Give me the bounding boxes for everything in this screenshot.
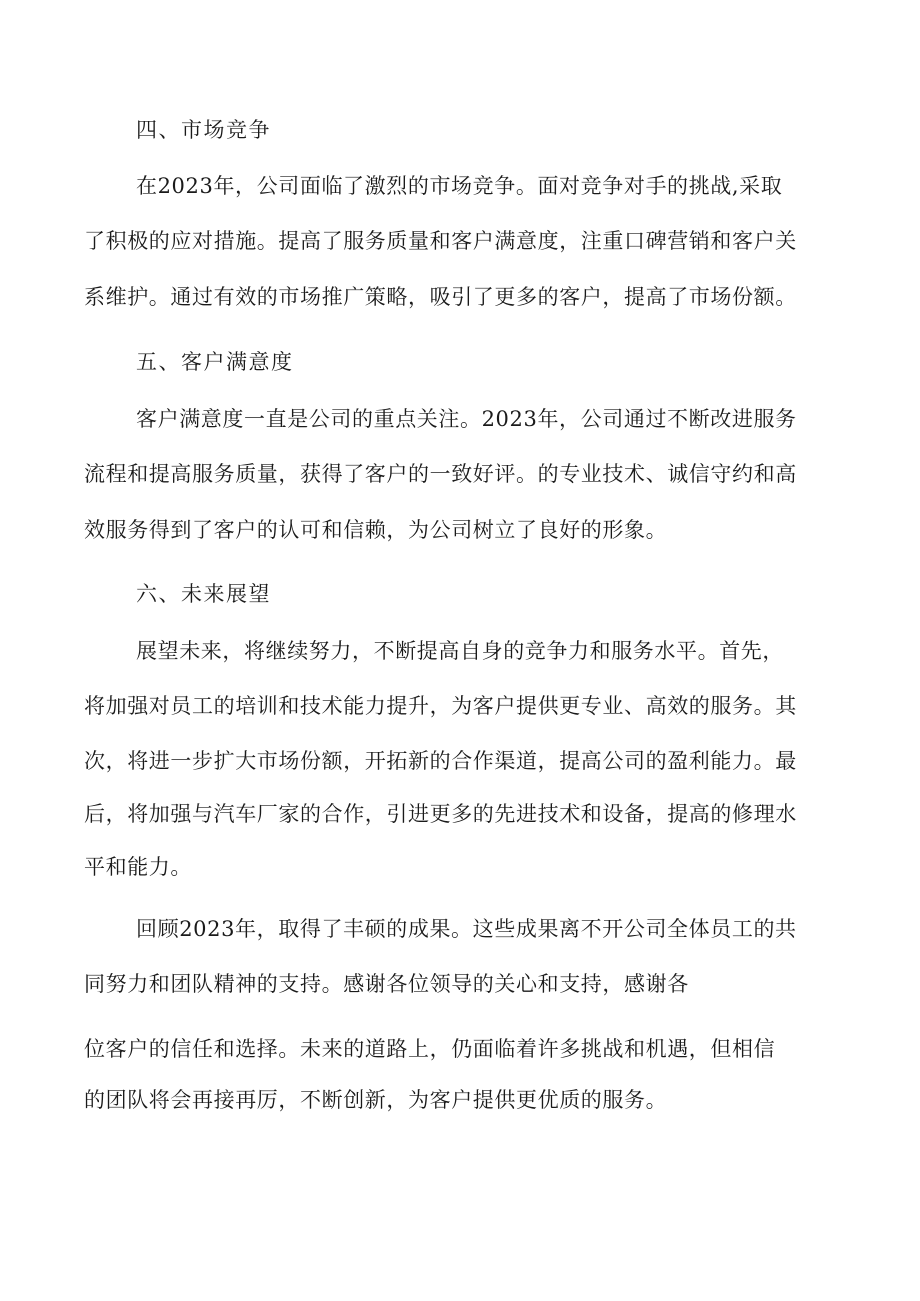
paragraph-line: 展望未来，将继续努力，不断提高自身的竞争力和服务水平。首先， (136, 639, 784, 663)
section-heading-market-competition: 四、市场竞争 (136, 118, 271, 142)
paragraph-line: 次，将进一步扩大市场份额，开拓新的合作渠道，提高公司的盈利能力。最 (84, 749, 797, 773)
paragraph-line: 系维护。通过有效的市场推广策略，吸引了更多的客户，提高了市场份额。 (84, 285, 797, 309)
paragraph-line: 效服务得到了客户的认可和信赖，为公司树立了良好的形象。 (84, 518, 668, 542)
paragraph-line: 了积极的应对措施。提高了服务质量和客户满意度，注重口碑营销和客户关 (84, 229, 797, 253)
paragraph-line: 平和能力。 (84, 855, 192, 879)
paragraph-line: 回顾2023年，取得了丰硕的成果。这些成果离不开公司全体员工的共 (136, 917, 797, 941)
paragraph-line: 同努力和团队精神的支持。感谢各位领导的关心和支持，感谢各 (84, 972, 689, 996)
paragraph-line: 位客户的信任和选择。未来的道路上，仍面临着许多挑战和机遇，但相信 (84, 1037, 776, 1061)
section-heading-future-outlook: 六、未来展望 (136, 582, 271, 606)
section-heading-customer-satisfaction: 五、客户满意度 (136, 350, 294, 374)
paragraph-line: 流程和提高服务质量，获得了客户的一致好评。的专业技术、诚信守约和高 (84, 462, 797, 486)
paragraph-line: 后，将加强与汽车厂家的合作，引进更多的先进技术和设备，提高的修理水 (84, 802, 797, 826)
paragraph-line: 在2023年，公司面临了激烈的市场竞争。面对竞争对手的挑战,采取 (136, 174, 783, 198)
paragraph-line: 客户满意度一直是公司的重点关注。2023年，公司通过不断改进服务 (136, 407, 797, 431)
paragraph-line: 将加强对员工的培训和技术能力提升，为客户提供更专业、高效的服务。其 (84, 694, 797, 718)
paragraph-line: 的团队将会再接再厉，不断创新，为客户提供更优质的服务。 (84, 1088, 668, 1112)
